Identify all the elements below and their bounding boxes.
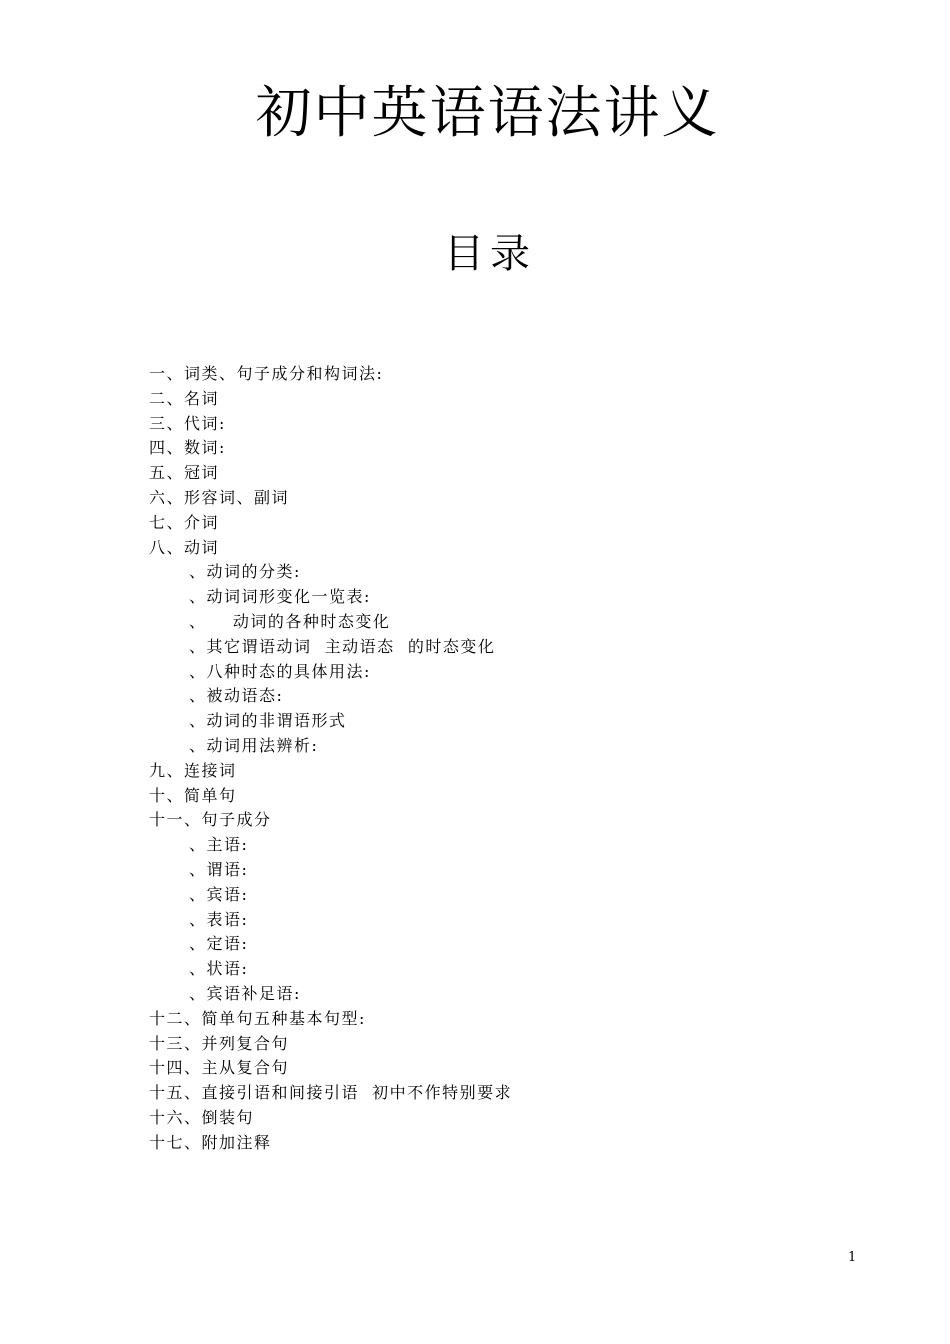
toc-item: 九、连接词 (149, 760, 237, 780)
toc-subitem: 、八种时态的具体用法: (189, 661, 371, 681)
toc-subitem: 、主语: (189, 835, 249, 855)
toc-item: 五、冠词 (149, 463, 220, 483)
toc-item: 十、简单句 (149, 785, 237, 805)
toc-item: 十一、句子成分 (149, 810, 272, 830)
toc-item: 一、词类、句子成分和构词法: (149, 364, 384, 383)
toc-item: 十六、倒装句 (149, 1107, 255, 1127)
page-number: 1 (848, 1250, 857, 1265)
toc-item: 十四、主从复合句 (149, 1058, 290, 1078)
toc-subitem: 、动词的非谓语形式 (189, 711, 347, 731)
toc-item: 四、数词: (149, 438, 226, 458)
toc-item: 十二、简单句五种基本句型: (149, 1008, 366, 1028)
table-of-contents (149, 362, 512, 1156)
toc-subitem: 、被动语态: (189, 686, 284, 706)
toc-item: 二、名词 (149, 388, 220, 408)
toc-item: 三、代词: (149, 413, 226, 433)
toc-item: 十五、直接引语和间接引语 初中不作特别要求 (149, 1083, 513, 1103)
document-title: 初中英语语法讲义 (255, 81, 720, 146)
toc-subitem: 、宾语: (189, 884, 249, 904)
toc-subitem: 、宾语补足语: (189, 983, 301, 1003)
toc-subitem: 、状语: (189, 959, 249, 979)
toc-item: 十三、并列复合句 (149, 1033, 290, 1053)
toc-subitem: 、谓语: (189, 859, 249, 879)
toc-subitem: 、 动词的各种时态变化 (189, 611, 391, 631)
toc-subitem: 、动词词形变化一览表: (189, 587, 371, 607)
toc-subitem: 、动词用法辨析: (189, 735, 319, 755)
toc-subitem: 、定语: (189, 934, 249, 954)
toc-item: 八、动词 (149, 537, 220, 557)
toc-item: 七、介词 (149, 512, 220, 532)
toc-item: 六、形容词、副词 (149, 487, 290, 507)
toc-subitem: 、表语: (189, 909, 249, 929)
toc-item: 十七、附加注释 (149, 1132, 272, 1152)
toc-subitem: 、动词的分类: (189, 562, 301, 582)
toc-heading: 目录 (444, 231, 536, 277)
toc-subitem: 、其它谓语动词 主动语态 的时态变化 (189, 636, 496, 656)
